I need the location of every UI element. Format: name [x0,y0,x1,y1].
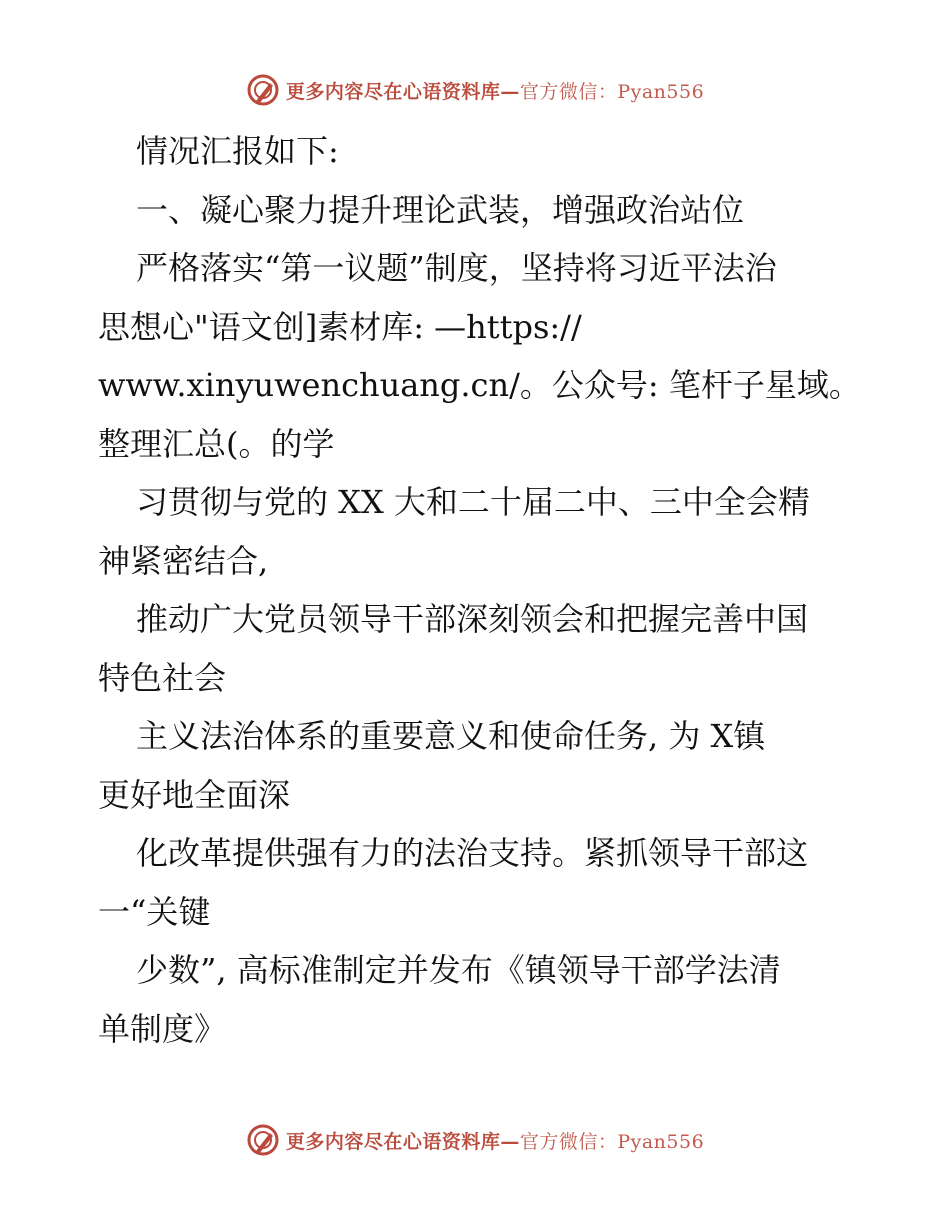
text-line: 特色社会 [98,658,227,697]
section-heading: 一、凝心聚力提升理论武装，增强政治站位 [136,190,745,229]
text-line: 情况汇报如下: [136,132,339,170]
pen-logo-icon [246,1123,280,1157]
text-line: 单制度》 [98,1009,227,1048]
pen-logo-icon [246,73,280,107]
text-line: 更好地全面深 [98,775,291,814]
header-watermark [0,70,950,110]
text-line: 主义法治体系的重要意义和使命任务, 为 X镇 [136,717,766,755]
watermark-text: 更多内容尽在心语资料库—官方微信：Pyan556 [285,80,705,103]
text-line: 思想心"语文创]素材库: —https:// [98,307,582,346]
watermark-text: 更多内容尽在心语资料库—官方微信：Pyan556 [285,1130,705,1153]
text-line: 化改革提供强有力的法治支持。紧抓领导干部这 [136,834,809,872]
document-body [98,122,861,1058]
text-line: 一“关键 [98,892,211,931]
footer-watermark [0,1120,950,1160]
text-line: www.xinyuwenchuang.cn/。公众号: 笔杆子星域。 [98,366,861,404]
text-line: 整理汇总(。的学 [98,424,335,463]
text-line: 严格落实“第一议题”制度，坚持将习近平法治 [136,249,777,287]
text-line: 推动广大党员领导干部深刻领会和把握完善中国 [136,600,809,638]
text-line: 少数”, 高标准制定并发布《镇领导干部学法清 [136,951,781,989]
text-line: 神紧密结合, [98,541,269,580]
text-line: 习贯彻与党的 XX 大和二十届二中、三中全会精 [136,483,810,521]
